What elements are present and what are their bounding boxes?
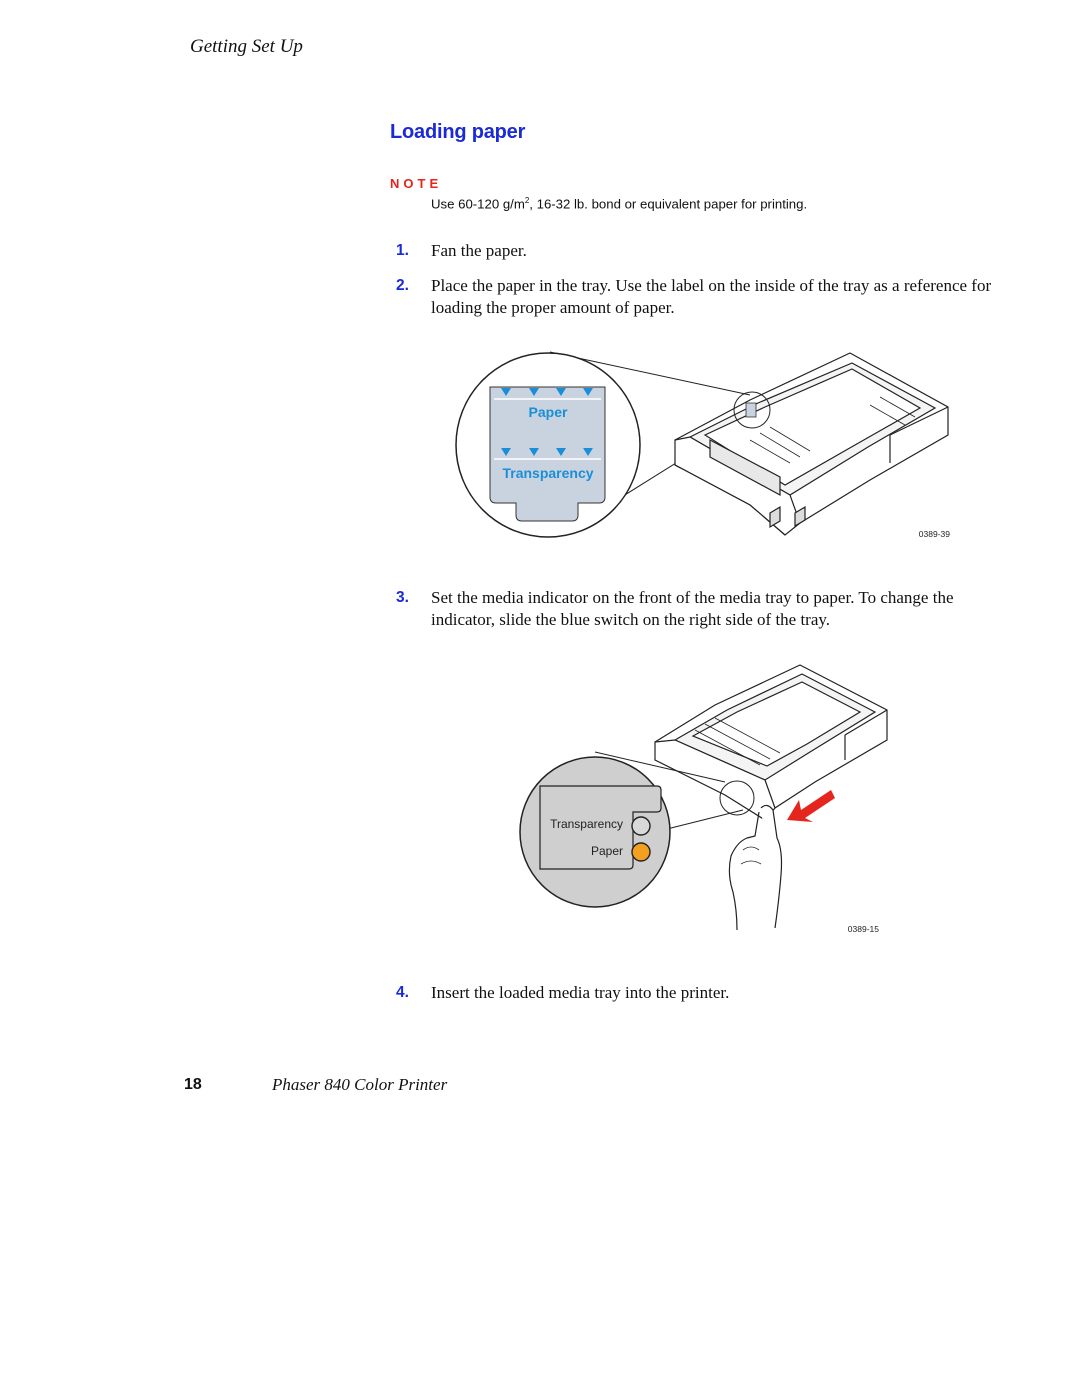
note-text-after: , 16-32 lb. bond or equivalent paper for printing.: [529, 196, 808, 212]
step-number: 2.: [396, 277, 409, 294]
tray-label-figure: [450, 345, 960, 545]
note-label: NOTE: [390, 176, 443, 191]
step-text: Fan the paper.: [431, 241, 527, 260]
paper-indicator-icon: [632, 843, 650, 861]
label-paper: Paper: [528, 404, 568, 420]
figure-code: 0389-39: [918, 529, 950, 539]
section-title: Loading paper: [390, 121, 526, 143]
note-superscript: 2: [524, 196, 530, 205]
note-text: [431, 196, 807, 211]
indicator-label-paper: Paper: [590, 844, 623, 858]
step-text: Set the media indicator on the front of the media tray to paper. To change the indicator, slide the blue switch on the right side of the tray.: [431, 588, 954, 629]
step-1: [396, 240, 996, 262]
hand-icon: [729, 805, 781, 930]
indicator-label-transparency: Transparency: [550, 817, 623, 831]
step-text: Place the paper in the tray. Use the label on the inside of the tray as a reference for loading the proper amount of paper.: [431, 276, 992, 317]
step-2: [396, 275, 996, 319]
step-number: 3.: [396, 589, 409, 606]
footer-title: Phaser 840 Color Printer: [272, 1075, 448, 1094]
callout-line: [663, 810, 743, 830]
running-header: Getting Set Up: [190, 36, 303, 57]
step-4: [396, 982, 996, 1004]
media-tray-drawing: [655, 665, 887, 820]
note-text-before: Use 60-120 g/m: [431, 196, 525, 212]
step-number: 1.: [396, 242, 409, 259]
step-text: Insert the loaded media tray into the printer.: [431, 983, 730, 1002]
figure-code: 0389-15: [847, 924, 879, 934]
media-indicator-figure: [515, 660, 895, 938]
step-3: [396, 587, 996, 631]
transparency-indicator-icon: [632, 817, 650, 835]
label-transparency: Transparency: [502, 465, 594, 481]
page-number: 18: [184, 1076, 202, 1093]
media-tray-drawing: [675, 353, 948, 535]
label-on-tray: [746, 403, 756, 417]
step-number: 4.: [396, 984, 409, 1001]
